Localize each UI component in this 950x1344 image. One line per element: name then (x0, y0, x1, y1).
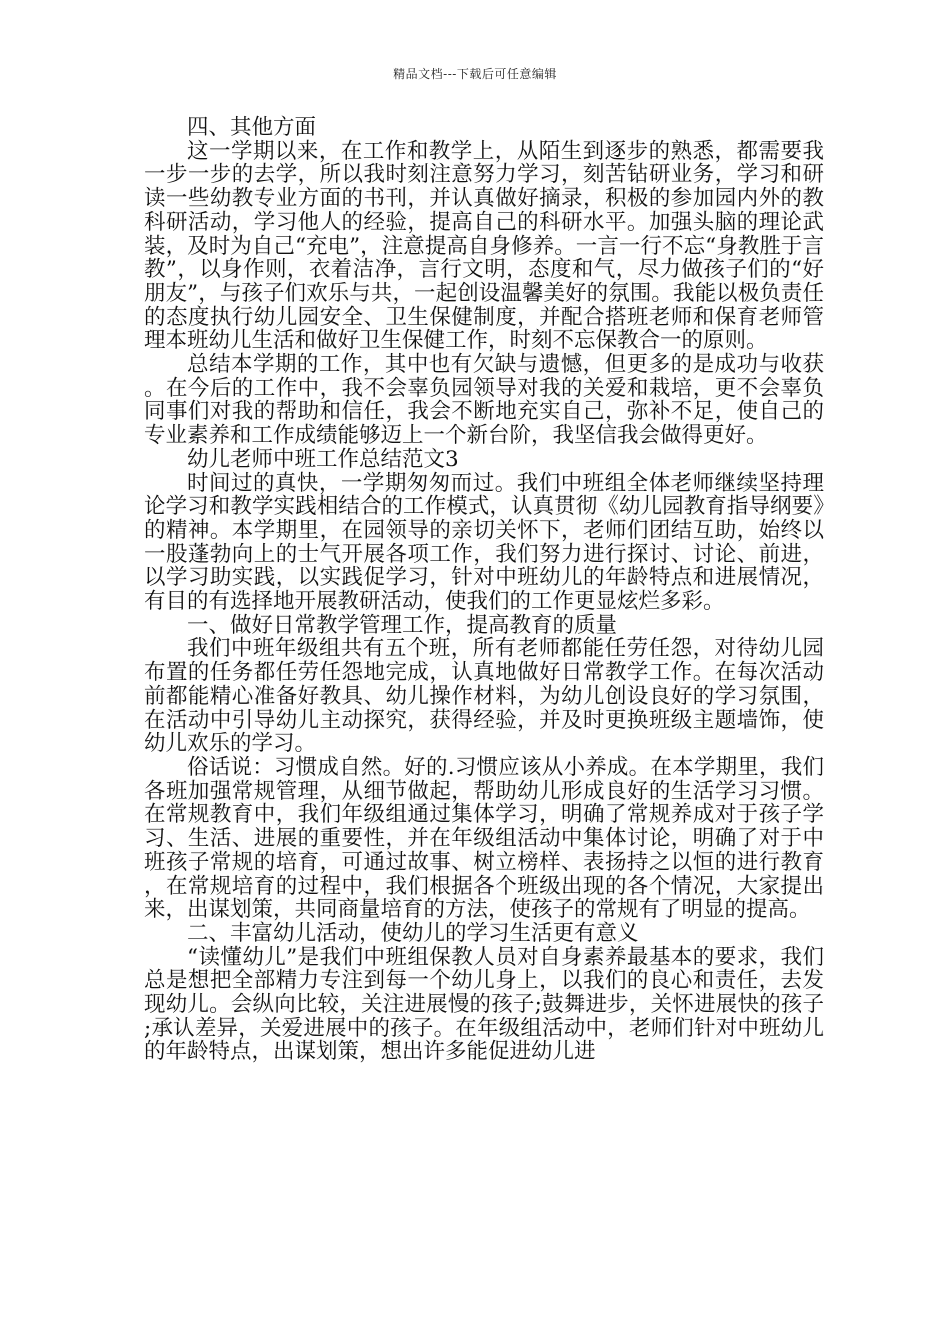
section-heading-enrich-activities: 二、丰富幼儿活动，使幼儿的学习生活更有意义 (187, 920, 639, 946)
body-paragraph: 时间过的真快，一学期匆匆而过。我们中班组全体老师继续坚持理论学习和教学实践相结合的工作模式，认真贯彻《幼儿园教育指导纲要》的精神。本学期里，在园领导的亲切关怀下，老师们团结互助，始终以一股蓬勃向上的士气开展各项工作，我们努力进行探讨、讨论、前进，以学习助实践，以实践促学习，针对中班幼儿的年龄特点和进展情况，有目的有选择地开展教研活动，使我们的工作更显炫烂多彩。 (144, 470, 824, 615)
document-body (144, 116, 824, 1064)
body-paragraph: 总结本学期的工作，其中也有欠缺与遗憾，但更多的是成功与收获。在今后的工作中，我不会辜负园领导对我的关爱和栽培，更不会辜负同事们对我的帮助和信任，我会不断地充实自己，弥补不足，使自己的专业素养和工作成绩能够迈上一个新台阶，我坚信我会做得更好。 (144, 352, 824, 449)
body-paragraph: 我们中班年级组共有五个班，所有老师都能任劳任怨，对待幼儿园布置的任务都任劳任怨地完成，认真地做好日常教学工作。在每次活动前都能精心准备好教具、幼儿操作材料，为幼儿创设良好的学习氛围，在活动中引导幼儿主动探究，获得经验，并及时更换班级主题墙饰，使幼儿欢乐的学习。 (144, 636, 824, 757)
body-paragraph: 这一学期以来，在工作和教学上，从陌生到逐步的熟悉，都需要我一步一步的去学，所以我时刻注意努力学习，刻苦钻研业务，学习和研读一些幼教专业方面的书刊，并认真做好摘录，积极的参加园内外的教科研活动，学习他人的经验，提高自己的科研水平。加强头脑的理论武装，及时为自己“充电”，注意提高自身修养。一言一行不忘“身教胜于言教”，以身作则，衣着洁净，言行文明，态度和气，尽力做孩子们的“好朋友”，与孩子们欢乐与共，一起创设温馨美好的氛围。我能以极负责任的态度执行幼儿园安全、卫生保健制度，并配合搭班老师和保育老师管理本班幼儿生活和做好卫生保健工作，时刻不忘保教合一的原则。 (144, 138, 824, 354)
body-paragraph: 俗话说：习惯成自然。好的.习惯应该从小养成。在本学期里，我们各班加强常规管理，从细节做起，帮助幼儿形成良好的生活学习习惯。在常规教育中，我们年级组通过集体学习，明确了常规养成对于孩子学习、生活、进展的重要性，并在年级组活动中集体讨论，明确了对于中班孩子常规的培育，可通过故事、树立榜样、表扬持之以恒的进行教育，在常规培育的过程中，我们根据各个班级出现的各个情况，大家提出来，出谋划策，共同商量培育的方法，使孩子的常规有了明显的提高。 (144, 754, 824, 923)
article-title: 幼儿老师中班工作总结范文3 (187, 446, 459, 472)
section-heading-teaching-management: 一、做好日常教学管理工作，提高教育的质量 (187, 612, 618, 638)
section-heading-other-aspects: 四、其他方面 (187, 115, 317, 140)
page-header: 精品文档---下载后可任意编辑 (393, 67, 557, 81)
body-paragraph: “读懂幼儿”是我们中班组保教人员对自身素养最基本的要求，我们总是想把全部精力专注到每一个幼儿身上，以我们的良心和责任，去发现幼儿。会纵向比较，关注进展慢的孩子;鼓舞进步，关怀进展快的孩子;承认差异，关爱进展中的孩子。在年级组活动中，老师们针对中班幼儿的年龄特点，出谋划策，想出许多能促进幼儿进 (144, 944, 824, 1065)
